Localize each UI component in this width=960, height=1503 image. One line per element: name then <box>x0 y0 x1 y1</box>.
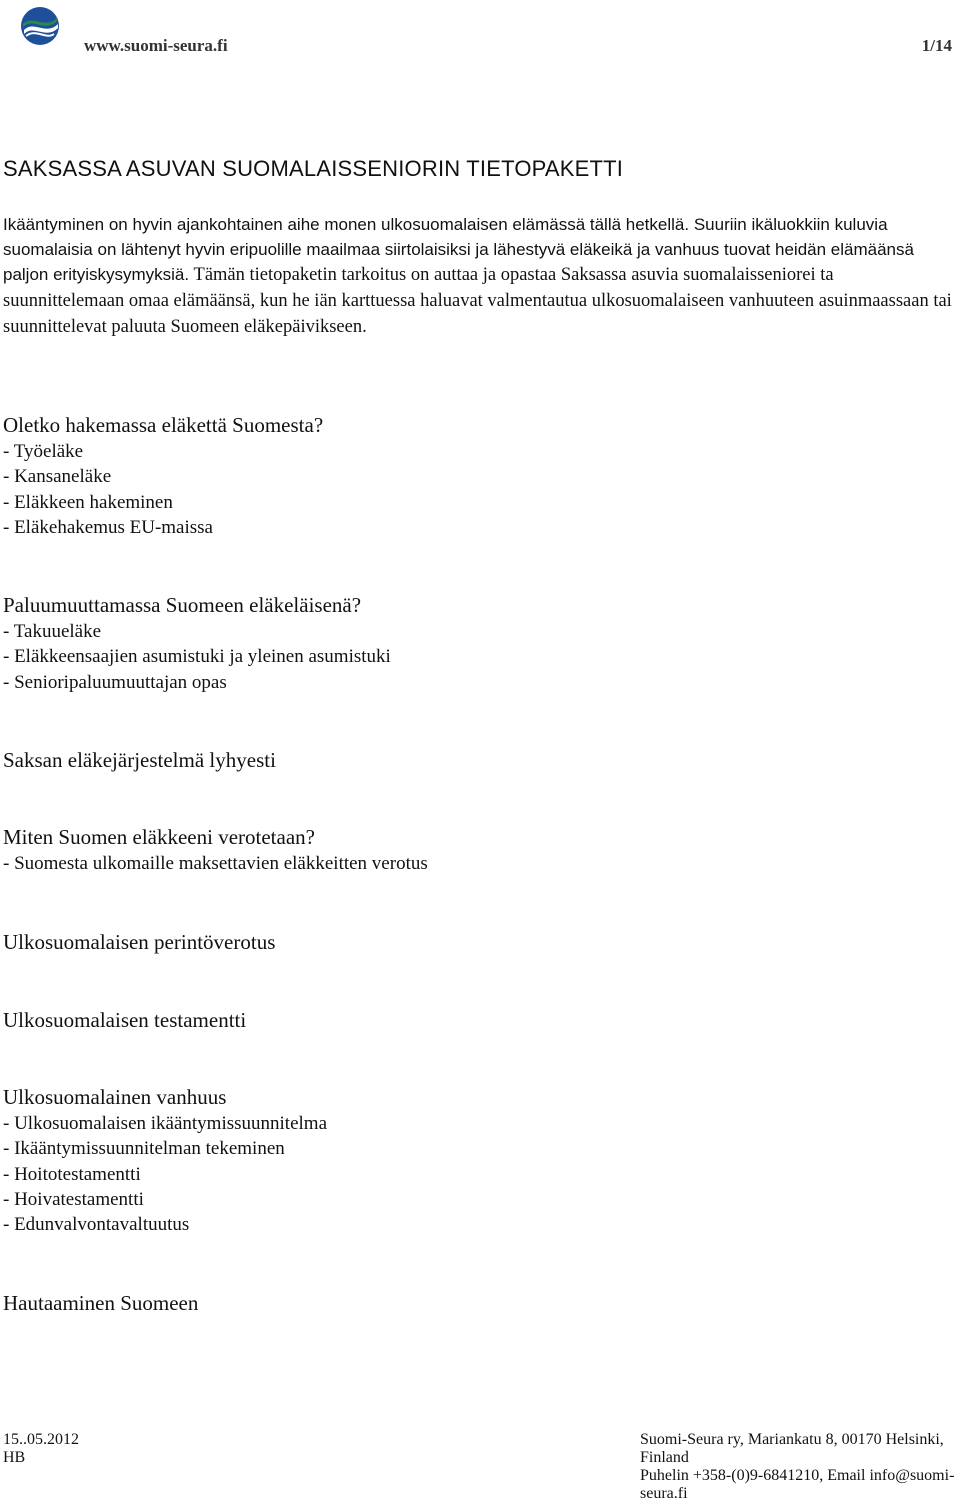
intro-paragraph <box>3 212 958 340</box>
list-item[interactable]: - Suomesta ulkomaille maksettavien eläkkeitten verotus <box>3 853 428 874</box>
section-list <box>3 1111 327 1237</box>
section-heading: Ulkosuomalainen vanhuus <box>3 1085 227 1109</box>
section-testament <box>3 1007 246 1034</box>
list-item[interactable]: - Eläkehakemus EU-maissa <box>3 516 213 538</box>
footer-left <box>3 1431 79 1467</box>
document-title: SAKSASSA ASUVAN SUOMALAISSENIORIN TIETOPAKETTI <box>3 156 624 181</box>
section-list <box>3 439 323 540</box>
footer-address: Suomi-Seura ry, Mariankatu 8, 00170 Helsinki, Finland <box>640 1431 944 1466</box>
list-item[interactable]: - Takuueläke <box>3 621 102 642</box>
list-item[interactable]: - Edunvalvontavaltuutus <box>3 1214 190 1236</box>
list-item[interactable]: - Työeläke <box>3 441 84 462</box>
list-item[interactable]: - Senioripaluumuuttajan opas <box>3 671 227 693</box>
section-heading[interactable]: Ulkosuomalaisen perintöverotus <box>3 930 276 954</box>
section-inheritance-tax <box>3 929 275 956</box>
list-item[interactable]: - Hoitotestamentti <box>3 1163 141 1185</box>
section-old-age <box>3 1084 327 1237</box>
suomi-seura-logo-icon <box>20 6 60 46</box>
footer-contact: Puhelin +358-(0)9-6841210, Email info@suomi-seura.fi <box>640 1467 955 1502</box>
list-item[interactable]: - Hoivatestamentti <box>3 1188 144 1210</box>
section-heading: Paluumuuttamassa Suomeen eläkeläisenä? <box>3 593 362 617</box>
section-heading: Miten Suomen eläkkeeni verotetaan? <box>3 825 315 849</box>
section-heading[interactable]: Hautaaminen Suomeen <box>3 1291 199 1315</box>
section-pension-taxation <box>3 824 428 876</box>
list-item[interactable]: - Eläkkeen hakeminen <box>3 491 173 513</box>
intro-part-2: Tämän tietopaketin tarkoitus on auttaa ja opastaa Saksassa asuvia suomalaisseniorei ta suunnittelemaan omaa elämäänsä, kun he iän karttuessa haluavat valmentautua ulkosuomalaiseen vanhuuteen asuinmaassaan tai suunnittelevat paluuta Suomeen eläkepäivikseen. <box>3 265 952 337</box>
section-pension-application <box>3 412 323 540</box>
site-url[interactable]: www.suomi-seura.fi <box>84 36 228 55</box>
section-heading: Oletko hakemassa eläkettä Suomesta? <box>3 413 324 437</box>
intro-part-1: Ikääntyminen on hyvin ajankohtainen aihe monen ulkosuomalaisen elämässä tällä hetkellä. Suuriin ikäluokkiin kuluvia suomalaisia on lähtenyt hyvin eripuolille maailmaa siirtolaisiksi ja lähestyvä eläkeikä ja vanhuus tuovat heidän elämäänsä paljon erityiskysymyksiä. <box>3 215 914 284</box>
list-item[interactable]: - Kansaneläke <box>3 466 112 488</box>
footer-right <box>640 1431 960 1503</box>
section-german-pension-system <box>3 747 276 774</box>
section-list <box>3 619 391 695</box>
section-return-migration <box>3 592 391 695</box>
section-list <box>3 851 428 876</box>
list-item[interactable]: - Ikääntymissuunnitelman tekeminen <box>3 1138 285 1160</box>
section-burial <box>3 1290 198 1317</box>
section-heading[interactable]: Saksan eläkejärjestelmä lyhyesti <box>3 748 276 772</box>
footer-initials: HB <box>3 1449 26 1466</box>
list-item[interactable]: - Ulkosuomalaisen ikääntymissuunnitelma <box>3 1113 328 1134</box>
section-heading[interactable]: Ulkosuomalaisen testamentti <box>3 1008 247 1032</box>
page-number: 1/14 <box>921 36 952 55</box>
footer-date: 15..05.2012 <box>3 1431 79 1448</box>
list-item[interactable]: - Eläkkeensaajien asumistuki ja yleinen asumistuki <box>3 646 391 668</box>
